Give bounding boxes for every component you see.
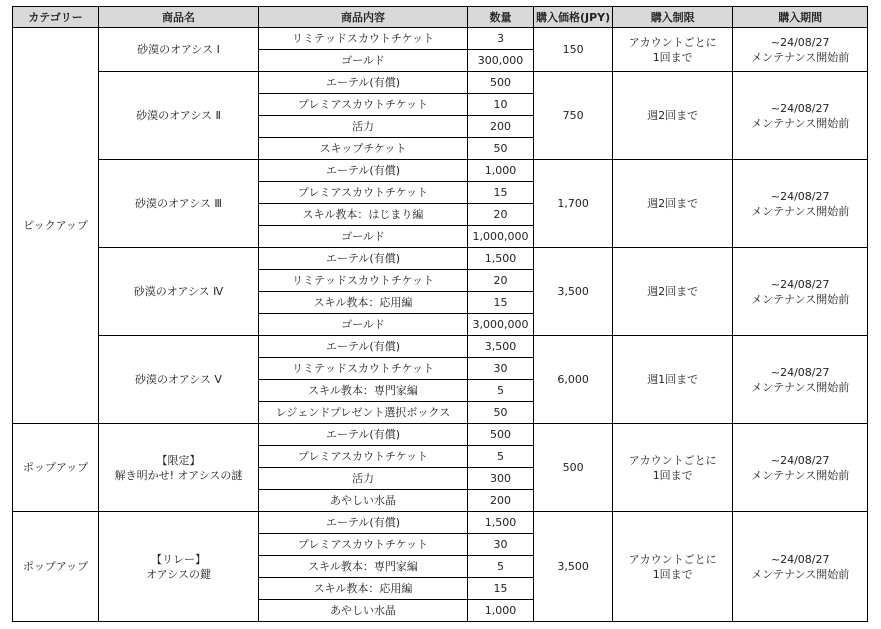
period-cell-line: ~24/08/27 [770, 35, 830, 49]
period-cell-line: メンテナンス開始前 [751, 567, 850, 581]
qty-cell: 1,000,000 [468, 226, 534, 248]
item-cell: スキル教本：はじまり編 [259, 204, 468, 226]
price-cell: 3,500 [534, 512, 613, 622]
qty-cell: 1,500 [468, 512, 534, 534]
product-name-cell-line: 【限定】 [156, 453, 201, 467]
header-row [13, 7, 868, 28]
item-cell: ゴールド [259, 50, 468, 72]
qty-cell: 300 [468, 468, 534, 490]
item-cell: 活力 [259, 468, 468, 490]
qty-cell: 200 [468, 490, 534, 512]
period-cell-line: ~24/08/27 [770, 189, 830, 203]
limit-cell [613, 424, 733, 512]
qty-cell: 10 [468, 94, 534, 116]
table-row [13, 336, 868, 358]
item-cell: レジェンドプレゼント選択ボックス [259, 402, 468, 424]
item-cell: あやしい水晶 [259, 600, 468, 622]
item-cell: プレミアスカウトチケット [259, 446, 468, 468]
product-name-cell-line: 砂漠のオアシス Ⅰ [137, 43, 220, 56]
product-name-cell-line: 【リレー】 [151, 552, 206, 566]
period-cell-line: メンテナンス開始前 [751, 116, 850, 130]
item-cell: スキル教本：応用編 [259, 578, 468, 600]
table-row [13, 28, 868, 50]
table-row [13, 424, 868, 446]
table-row [13, 160, 868, 182]
product-name-cell [99, 160, 259, 248]
item-cell: スキル教本：応用編 [259, 292, 468, 314]
item-cell: スキル教本：専門家編 [259, 556, 468, 578]
category-cell: ポップアップ [13, 512, 99, 622]
table-row [13, 72, 868, 94]
qty-cell: 5 [468, 380, 534, 402]
item-cell: エーテル(有償) [259, 336, 468, 358]
limit-cell [613, 28, 733, 72]
limit-cell-line: 1回まで [652, 50, 693, 64]
qty-cell: 500 [468, 424, 534, 446]
product-name-cell-line: 砂漠のオアシス Ⅱ [136, 109, 221, 122]
period-cell [733, 160, 868, 248]
period-cell-line: メンテナンス開始前 [751, 292, 850, 306]
item-cell: エーテル(有償) [259, 160, 468, 182]
price-cell: 150 [534, 28, 613, 72]
qty-cell: 3,500 [468, 336, 534, 358]
period-cell [733, 512, 868, 622]
item-cell: リミテッドスカウトチケット [259, 358, 468, 380]
qty-cell: 50 [468, 402, 534, 424]
limit-cell-line: 週2回まで [647, 285, 699, 298]
qty-cell: 3 [468, 28, 534, 50]
table-header [13, 7, 868, 28]
qty-cell: 1,000 [468, 160, 534, 182]
product-name-cell-line: 解き明かせ! オアシスの謎 [114, 468, 243, 482]
qty-cell: 200 [468, 116, 534, 138]
limit-cell [613, 336, 733, 424]
qty-cell: 15 [468, 182, 534, 204]
qty-cell: 30 [468, 358, 534, 380]
period-cell-line: ~24/08/27 [770, 453, 830, 467]
period-cell-line: メンテナンス開始前 [751, 468, 850, 482]
limit-cell [613, 248, 733, 336]
qty-cell: 20 [468, 270, 534, 292]
header-period: 購入期間 [733, 7, 868, 28]
period-cell-line: ~24/08/27 [770, 552, 830, 566]
limit-cell-line: 1回まで [652, 468, 693, 482]
period-cell-line: メンテナンス開始前 [751, 380, 850, 394]
category-cell: ポップアップ [13, 424, 99, 512]
qty-cell: 5 [468, 446, 534, 468]
price-cell: 3,500 [534, 248, 613, 336]
qty-cell: 15 [468, 578, 534, 600]
qty-cell: 5 [468, 556, 534, 578]
limit-cell-line: アカウントごとに [628, 35, 717, 49]
limit-cell [613, 512, 733, 622]
product-name-cell-line: オアシスの鍵 [146, 567, 211, 581]
period-cell-line: ~24/08/27 [770, 365, 830, 379]
item-cell: エーテル(有償) [259, 424, 468, 446]
limit-cell-line: アカウントごとに [628, 552, 717, 566]
limit-cell [613, 72, 733, 160]
qty-cell: 300,000 [468, 50, 534, 72]
product-name-cell [99, 72, 259, 160]
product-name-cell [99, 248, 259, 336]
qty-cell: 20 [468, 204, 534, 226]
item-cell: リミテッドスカウトチケット [259, 28, 468, 50]
item-cell: スキップチケット [259, 138, 468, 160]
item-cell: プレミアスカウトチケット [259, 534, 468, 556]
item-cell: ゴールド [259, 314, 468, 336]
item-cell: 活力 [259, 116, 468, 138]
product-name-cell-line: 砂漠のオアシス Ⅳ [133, 285, 224, 298]
period-cell [733, 72, 868, 160]
table-body [13, 28, 868, 622]
period-cell-line: ~24/08/27 [770, 277, 830, 291]
table-row [13, 248, 868, 270]
product-name-cell [99, 424, 259, 512]
item-cell: プレミアスカウトチケット [259, 94, 468, 116]
qty-cell: 3,000,000 [468, 314, 534, 336]
item-cell: エーテル(有償) [259, 248, 468, 270]
qty-cell: 500 [468, 72, 534, 94]
table-row [13, 512, 868, 534]
item-cell: リミテッドスカウトチケット [259, 270, 468, 292]
category-cell: ピックアップ [13, 28, 99, 424]
header-price: 購入価格(JPY) [534, 7, 613, 28]
item-cell: スキル教本：専門家編 [259, 380, 468, 402]
price-cell: 500 [534, 424, 613, 512]
limit-cell [613, 160, 733, 248]
header-limit: 購入制限 [613, 7, 733, 28]
period-cell [733, 336, 868, 424]
qty-cell: 1,500 [468, 248, 534, 270]
period-cell-line: ~24/08/27 [770, 101, 830, 115]
item-cell: あやしい水晶 [259, 490, 468, 512]
qty-cell: 50 [468, 138, 534, 160]
product-name-cell [99, 28, 259, 72]
price-cell: 6,000 [534, 336, 613, 424]
header-content: 商品内容 [259, 7, 468, 28]
qty-cell: 30 [468, 534, 534, 556]
header-qty: 数量 [468, 7, 534, 28]
limit-cell-line: アカウントごとに [628, 453, 717, 467]
price-cell: 750 [534, 72, 613, 160]
limit-cell-line: 週2回まで [647, 197, 699, 210]
limit-cell-line: 週1回まで [647, 373, 699, 386]
header-name: 商品名 [99, 7, 259, 28]
item-cell: エーテル(有償) [259, 72, 468, 94]
header-category: カテゴリー [13, 7, 99, 28]
product-name-cell [99, 336, 259, 424]
period-cell-line: メンテナンス開始前 [751, 50, 850, 64]
period-cell [733, 28, 868, 72]
product-name-cell-line: 砂漠のオアシス Ⅴ [135, 373, 222, 386]
product-name-cell-line: 砂漠のオアシス Ⅲ [135, 197, 222, 210]
item-cell: プレミアスカウトチケット [259, 182, 468, 204]
item-cell: エーテル(有償) [259, 512, 468, 534]
period-cell-line: メンテナンス開始前 [751, 204, 850, 218]
price-cell: 1,700 [534, 160, 613, 248]
qty-cell: 15 [468, 292, 534, 314]
period-cell [733, 424, 868, 512]
item-cell: ゴールド [259, 226, 468, 248]
product-name-cell [99, 512, 259, 622]
product-table [12, 6, 868, 622]
qty-cell: 1,000 [468, 600, 534, 622]
limit-cell-line: 1回まで [652, 567, 693, 581]
limit-cell-line: 週2回まで [647, 109, 699, 122]
period-cell [733, 248, 868, 336]
